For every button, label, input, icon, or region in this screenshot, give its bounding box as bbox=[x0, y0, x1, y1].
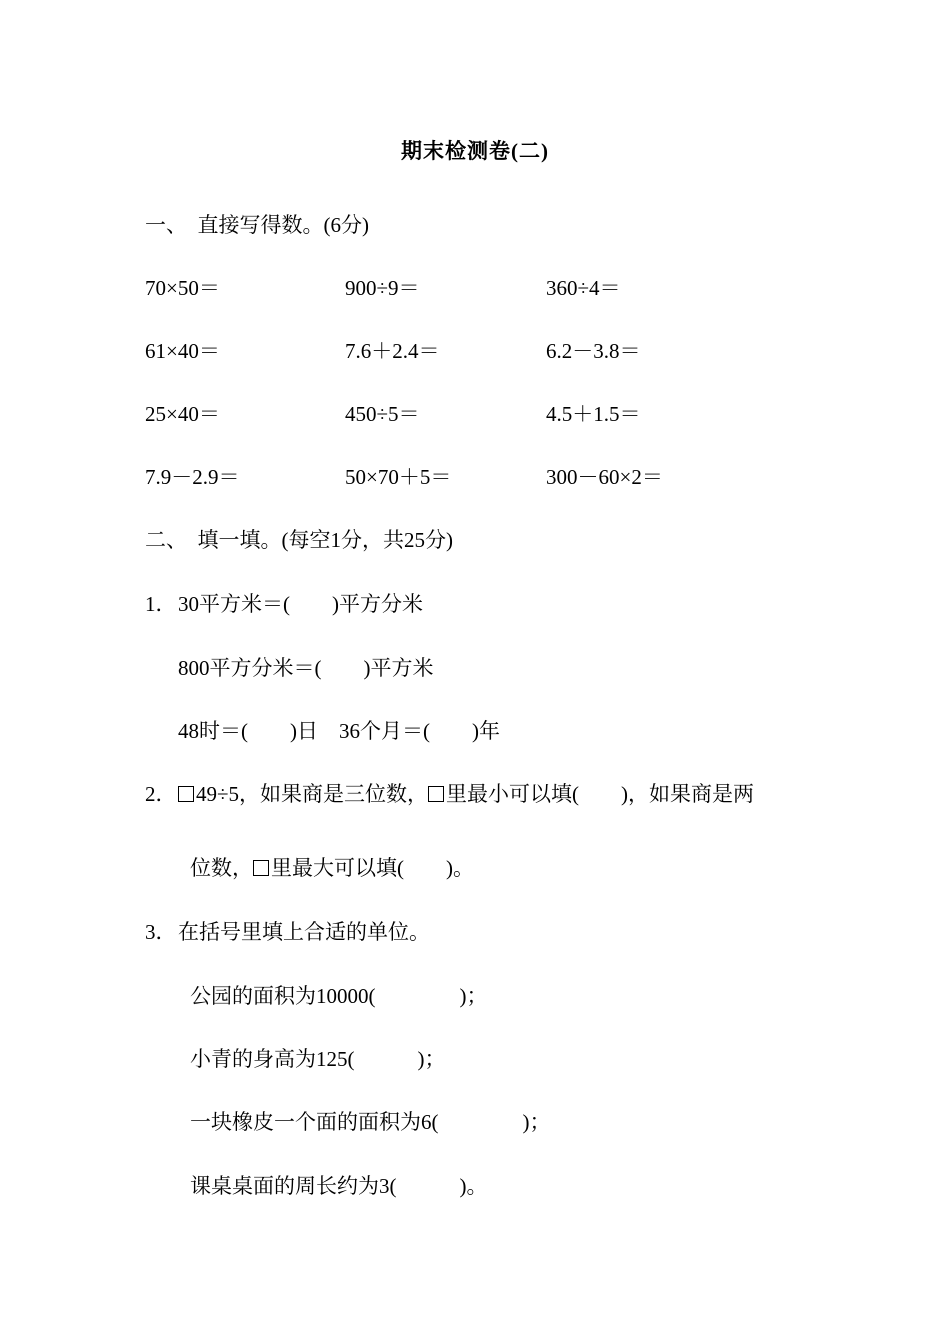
question-number: 3． bbox=[145, 920, 177, 944]
section2-heading: 二、 填一填。(每空1分，共25分) bbox=[145, 528, 453, 552]
q2-line1-part-b: 里最小可以填( )，如果商是两 bbox=[446, 782, 755, 806]
calc-item: 7.9－2.9＝ bbox=[145, 465, 240, 489]
calc-item: 7.6＋2.4＝ bbox=[345, 339, 440, 363]
calc-item: 4.5＋1.5＝ bbox=[546, 402, 641, 426]
calc-item: 900÷9＝ bbox=[345, 276, 420, 300]
blank-square-icon bbox=[253, 860, 269, 876]
blank-square-icon bbox=[178, 786, 194, 802]
question-number: 1． bbox=[145, 592, 177, 616]
q1-line1: 30平方米＝( )平方分米 bbox=[178, 592, 423, 616]
calc-item: 6.2－3.8＝ bbox=[546, 339, 641, 363]
q2-line2-part-a: 位数， bbox=[190, 856, 253, 880]
calc-item: 450÷5＝ bbox=[345, 402, 420, 426]
question-number: 2． bbox=[145, 782, 177, 806]
q2-line1 bbox=[178, 784, 754, 805]
q3-item: 一块橡皮一个面的面积为6( )； bbox=[190, 1110, 551, 1134]
page-title: 期末检测卷(二) bbox=[401, 139, 549, 163]
calc-item: 61×40＝ bbox=[145, 339, 220, 363]
blank-square-icon bbox=[428, 786, 444, 802]
q3-item: 课桌桌面的周长约为3( )。 bbox=[190, 1174, 488, 1198]
q2-line2-part-b: 里最大可以填( )。 bbox=[271, 856, 474, 880]
section1-heading: 一、 直接写得数。(6分) bbox=[145, 213, 369, 237]
q1-line3: 48时＝( )日 36个月＝( )年 bbox=[178, 719, 500, 743]
q2-line1-part-a: 49÷5，如果商是三位数， bbox=[196, 782, 429, 806]
q1-line2: 800平方分米＝( )平方米 bbox=[178, 656, 434, 680]
q2-line2 bbox=[190, 858, 474, 879]
calc-item: 360÷4＝ bbox=[546, 276, 621, 300]
q3-intro: 在括号里填上合适的单位。 bbox=[178, 920, 430, 944]
calc-item: 50×70＋5＝ bbox=[345, 465, 452, 489]
calc-item: 300－60×2＝ bbox=[546, 465, 663, 489]
q3-item: 公园的面积为10000( )； bbox=[190, 984, 488, 1008]
calc-item: 70×50＝ bbox=[145, 276, 220, 300]
calc-item: 25×40＝ bbox=[145, 402, 220, 426]
q3-item: 小青的身高为125( )； bbox=[190, 1047, 446, 1071]
